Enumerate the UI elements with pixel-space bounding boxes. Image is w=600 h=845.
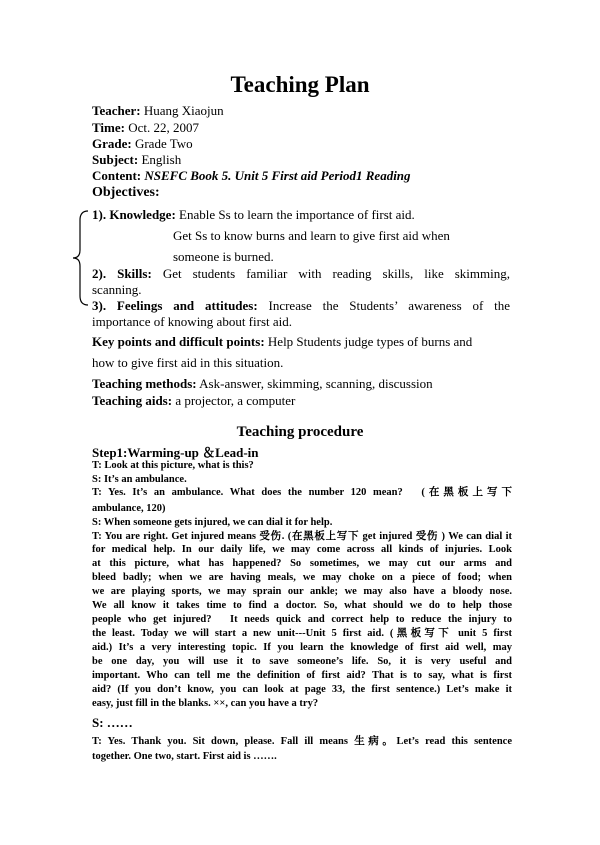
dialog-line: bleed badly; when we are having meals, we may choke on a piece of food; when xyxy=(92,572,512,583)
skills-line2: scanning. xyxy=(92,282,142,297)
subject-row xyxy=(92,152,181,168)
keypoints-row xyxy=(92,334,472,350)
dialog-line: be one day, you will use it to save someone’s life. So, it is very useful and xyxy=(92,656,512,667)
feelings-line2: importance of knowing about first aid. xyxy=(92,314,293,329)
grade-row xyxy=(92,136,193,152)
knowledge-label: 1). Knowledge: xyxy=(92,207,176,222)
dialog-line: we are playing sports, we may sprain our ankle; we may also have a bloody nose. xyxy=(92,586,512,597)
feelings-line1: Increase the Students’ awareness of the xyxy=(268,298,511,313)
step1-heading: Step1:Warming-up ＆Lead-in xyxy=(92,445,259,460)
objective-feelings xyxy=(92,298,510,314)
time-label: Time: xyxy=(92,120,125,135)
methods-row xyxy=(92,376,433,392)
keypoints-line2: how to give first aid in this situation. xyxy=(92,355,284,370)
teacher-value: Huang Xiaojun xyxy=(143,103,224,118)
dialog-line: people who get injured? It needs quick and correct help to reduce the injury to xyxy=(92,614,512,625)
content-label: Content: xyxy=(92,168,142,183)
objectives-heading: Objectives: xyxy=(92,185,160,200)
knowledge-line3: someone is burned. xyxy=(173,249,274,264)
dialog-line: T: Yes. It’s an ambulance. What does the number 120 mean? (在黑板上写下 xyxy=(92,487,512,498)
dialog-line: T: Look at this picture, what is this? xyxy=(92,460,254,471)
content-value: NSEFC Book 5. Unit 5 First aid Period1 Reading xyxy=(144,168,411,183)
time-value: Oct. 22, 2007 xyxy=(128,120,200,135)
methods-value: Ask-answer, skimming, scanning, discussion xyxy=(199,376,433,391)
time-row xyxy=(92,120,199,136)
dialog-line: for medical help. In our daily life, we may come across all kinds of injuries. Look xyxy=(92,544,512,555)
dialog-line: easy, just fill in the blanks. ××, can you have a try? xyxy=(92,698,319,709)
subject-label: Subject: xyxy=(92,152,139,167)
teacher-row xyxy=(92,103,224,119)
knowledge-line2: Get Ss to know burns and learn to give first aid when xyxy=(173,228,450,243)
objective-knowledge xyxy=(92,207,415,223)
final-line1: T: Yes. Thank you. Sit down, please. Fall ill means 生病。Let’s read this sentence xyxy=(92,736,512,747)
final-line2: together. One two, start. First aid is ……. xyxy=(92,751,277,762)
keypoints-label: Key points and difficult points: xyxy=(92,334,265,349)
teacher-label: Teacher: xyxy=(92,103,141,118)
objective-skills xyxy=(92,266,510,282)
grade-value: Grade Two xyxy=(134,136,193,151)
keypoints-line1: Help Students judge types of burns and xyxy=(267,334,473,349)
dialog-line: at this picture, what has happened? So sometimes, we may cut our arms and xyxy=(92,558,512,569)
aids-label: Teaching aids: xyxy=(92,393,173,408)
subject-value: English xyxy=(141,152,182,167)
aids-value: a projector, a computer xyxy=(175,393,296,408)
s-line: S: …… xyxy=(92,715,133,730)
dialog-line: aid.) It’s a very interesting topic. If you learn the knowledge of first aid well, may xyxy=(92,642,512,653)
grade-label: Grade: xyxy=(92,136,132,151)
dialog-line: S: When someone gets injured, we can dial it for help. xyxy=(92,517,333,528)
feelings-label: 3). Feelings and attitudes: xyxy=(92,298,258,313)
dialog-line: ambulance, 120) xyxy=(92,503,166,514)
curly-brace-icon xyxy=(72,210,90,306)
dialog-line: aid? (If you don’t know, you can look at page 33, the first sentence.) Let’s make it xyxy=(92,684,512,695)
dialog-line: important. Who can tell me the definition of first aid? That is to say, what is first xyxy=(92,670,512,681)
skills-label: 2). Skills: xyxy=(92,266,152,281)
dialog-line: T: You are right. Get injured means 受伤. (在黑板上写下 get injured 受伤 ) We can dial it xyxy=(92,531,512,542)
knowledge-line1: Enable Ss to learn the importance of first aid. xyxy=(179,207,415,222)
aids-row xyxy=(92,393,295,409)
content-row xyxy=(92,168,411,184)
dialog-line: the least. Today we will start a new unit---Unit 5 first aid. (黑板写下 unit 5 first xyxy=(92,628,512,639)
procedure-title: Teaching procedure xyxy=(236,424,364,440)
page-title: Teaching Plan xyxy=(230,72,370,97)
skills-line1: Get students familiar with reading skills, like skimming, xyxy=(162,266,511,281)
methods-label: Teaching methods: xyxy=(92,376,197,391)
dialog-line: We all know it takes time to find a doctor. So, what should we do to help those xyxy=(92,600,512,611)
dialog-line: S: It’s an ambulance. xyxy=(92,474,187,485)
